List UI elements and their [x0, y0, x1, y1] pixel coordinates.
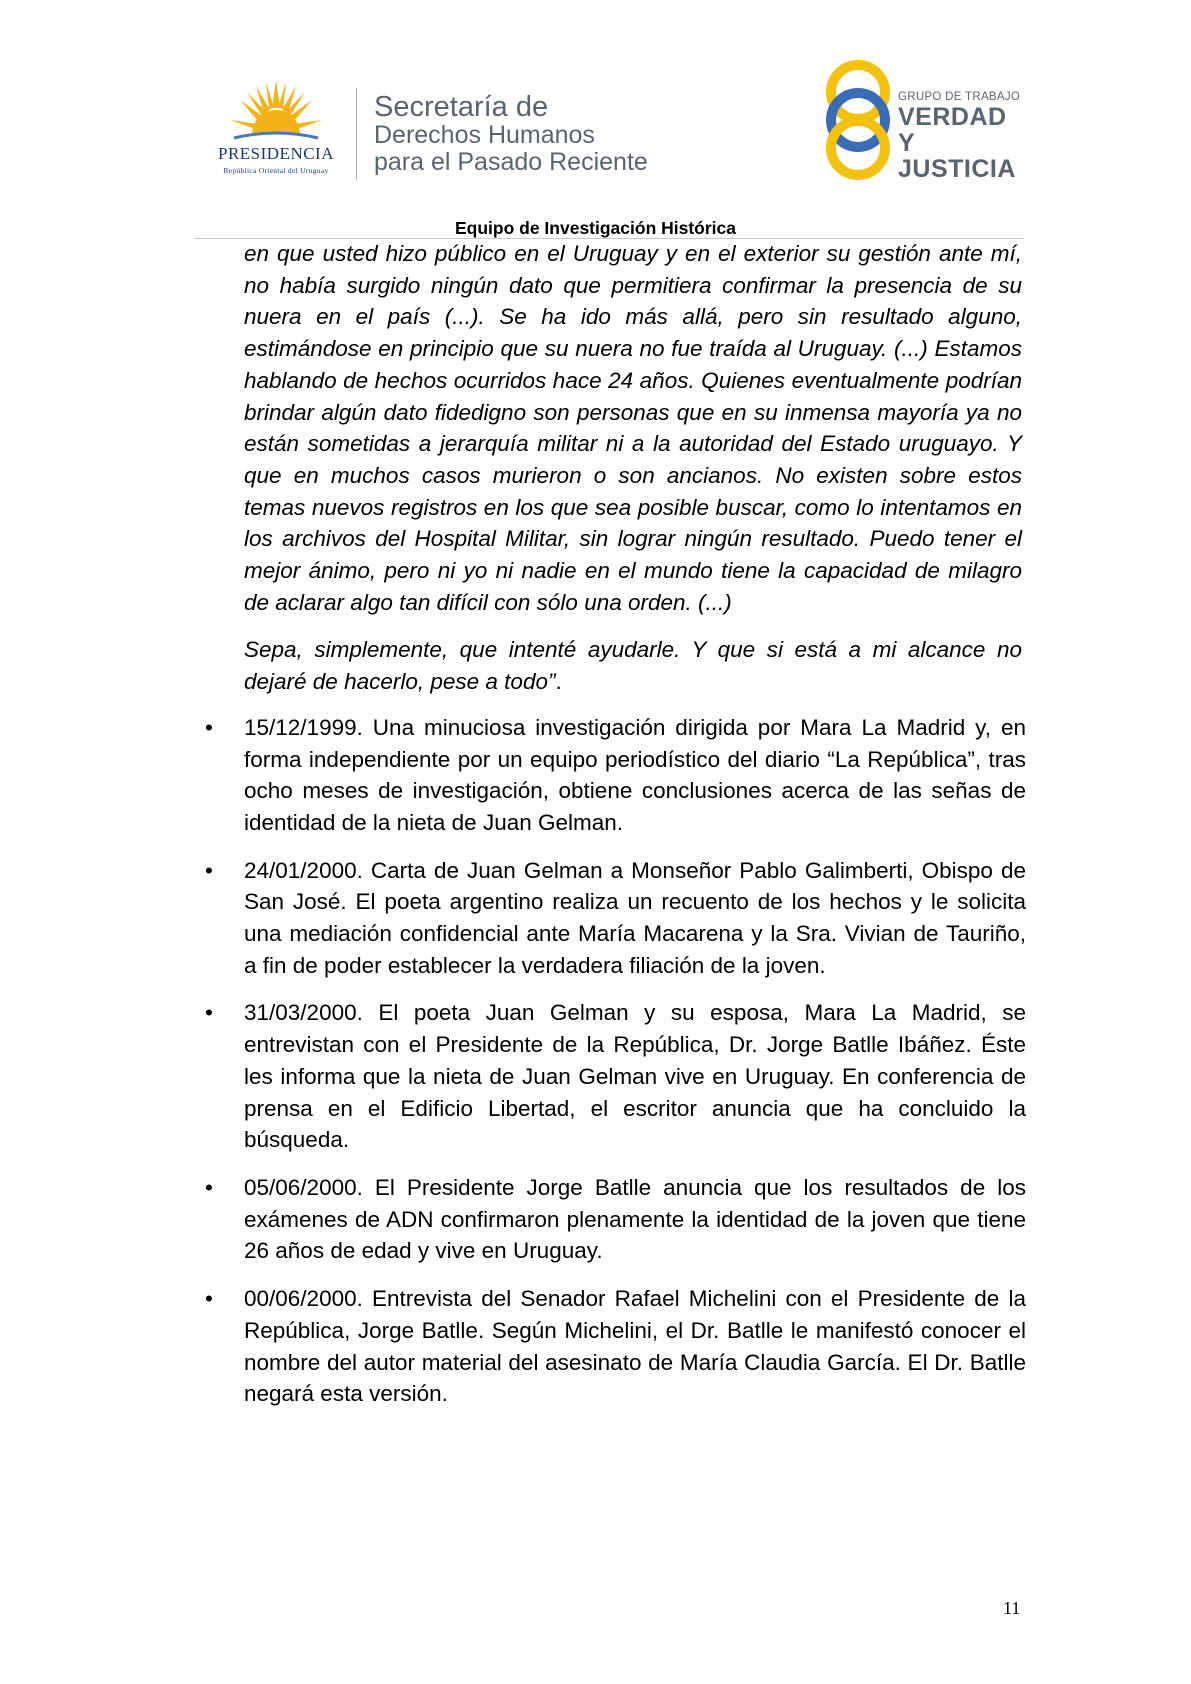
list-item-text: 05/06/2000. El Presidente Jorge Batlle anuncia que los resultados de los exámenes de ADN confirmaron plenamente la identidad de la joven que tiene 26 años de edad y vive en Uruguay. [244, 1174, 1026, 1264]
list-item-text: 15/12/1999. Una minuciosa investigación dirigida por Mara La Madrid y, en forma independiente por un equipo periodístico del diario “La República”, tras ocho meses de investigación, obtiene conclusiones acerca de las señas de identidad de la nieta de Juan Gelman. [244, 714, 1026, 835]
letter-quote [244, 238, 1022, 698]
verdad-justicia-logo [818, 58, 1028, 183]
presidencia-name: PRESIDENCIA [217, 144, 334, 163]
page-body [196, 238, 1026, 1426]
list-item [196, 855, 1026, 982]
list-item [196, 997, 1026, 1156]
verdad-justicia-text [898, 90, 1028, 182]
bullet-icon: • [205, 857, 213, 883]
bullet-icon: • [205, 1174, 213, 1200]
list-item-text: 24/01/2000. Carta de Juan Gelman a Monseñor Pablo Galimberti, Obispo de San José. El poeta argentino realiza un recuento de los hechos y le solicita una mediación confidencial ante María Macarena y la Sra. Vivian de Tauriño, a fin de poder establecer la verdadera filiación de la joven. [244, 857, 1026, 978]
quote-paragraph-2-text: Sepa, simplemente, que intenté ayudarle. Y que si está a mi alcance no dejaré de hacerlo, pese a todo” [244, 637, 1022, 695]
quote-paragraph-2 [244, 634, 1022, 697]
secretaria-logo-text [374, 92, 648, 176]
bullet-icon: • [205, 714, 213, 740]
justicia-label: JUSTICIA [898, 155, 1016, 183]
sun-emblem-icon [228, 78, 324, 144]
list-item-text: 00/06/2000. Entrevista del Senador Rafael Michelini con el Presidente de la República, Jorge Batlle. Según Michelini, el Dr. Batlle le manifestó conocer el nombre del autor material del asesinato de María Claudia García. El Dr. Batlle negará esta versión. [244, 1286, 1026, 1407]
list-item [196, 712, 1026, 839]
secretaria-line-3: para el Pasado Reciente [374, 148, 648, 176]
page-header [0, 0, 1191, 250]
verdad-y-label: VERDAD Y [898, 103, 1007, 157]
quote-paragraph-1: en que usted hizo público en el Uruguay y en el exterior su gestión ante mí, no había surgido ningún dato que permitiera confirmar la presencia de su nuera en el país (...). Se ha ido más allá, pero sin resultado alguno, estimándose en principio que su nuera no fue traída al Uruguay. (...) Estamos hablando de hechos ocurridos hace 24 años. Quienes eventualmente podrían brindar algún dato fidedigno son personas que en su inmensa mayoría ya no están sometidas a jerarquía militar ni a la autoridad del Estado uruguayo. Y que en muchos casos murieron o son ancianos. No existen sobre estos temas nuevos registros en los que sea posible buscar, como lo intentamos en los archivos del Hospital Militar, sin lograr ningún resultado. Puedo tener el mejor ánimo, pero ni yo ni nadie en el mundo tiene la capacidad de milagro de aclarar algo tan difícil con sólo una orden. (...) [244, 241, 1022, 615]
logo-divider [356, 88, 357, 180]
secretaria-line-2: Derechos Humanos [374, 121, 595, 149]
list-item [196, 1283, 1026, 1410]
team-title: Equipo de Investigación Histórica [454, 218, 737, 238]
presidencia-logo [196, 78, 356, 178]
interlocked-rings-icon [818, 58, 898, 183]
quote-paragraph-2-end: . [555, 669, 562, 695]
chronology-list [196, 712, 1026, 1410]
bullet-icon: • [205, 1000, 213, 1026]
grupo-de-trabajo-label: GRUPO DE TRABAJO [898, 91, 1021, 103]
presidencia-subtitle: República Oriental del Uruguay [223, 166, 329, 175]
list-item-text: 31/03/2000. El poeta Juan Gelman y su esposa, Mara La Madrid, se entrevistan con el Presidente de la República, Dr. Jorge Batlle Ibáñez. Éste les informa que la nieta de Juan Gelman vive en Uruguay. En conferencia de prensa en el Edificio Libertad, el escritor anuncia que ha concluido la búsqueda. [244, 1000, 1026, 1153]
bullet-icon: • [205, 1286, 213, 1312]
secretaria-line-1: Secretaría de [374, 91, 549, 123]
page-number: 11 [1003, 1598, 1021, 1618]
list-item [196, 1172, 1026, 1267]
